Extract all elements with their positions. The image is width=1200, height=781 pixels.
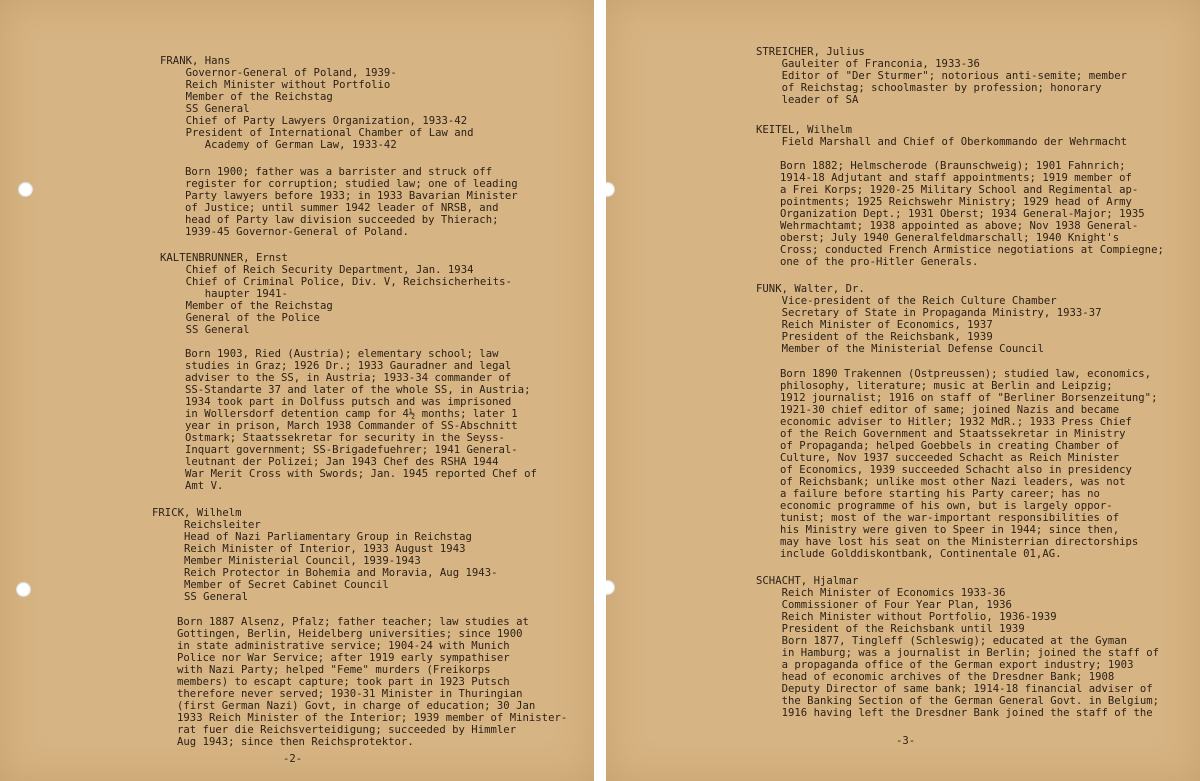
text-line: of Reichstag; schoolmaster by profession; honorary (756, 82, 1102, 94)
text-line: 1933 Reich Minister of the Interior; 1939 member of Minister- (177, 712, 568, 724)
punch-hole (606, 580, 615, 595)
text-line: STREICHER, Julius (756, 46, 865, 58)
text-line: 1912 journalist; 1916 on staff of "Berliner Borsenzeitung"; (780, 392, 1158, 404)
text-line: with Nazi Party; helped "Feme" murders (Freikorps (177, 664, 491, 676)
text-line: Cross; conducted French Armistice negotiations at Compiegne; (780, 244, 1164, 256)
text-line: General of the Police (160, 312, 320, 324)
right-page (606, 0, 1200, 781)
text-line: Chief of Party Lawyers Organization, 1933-42 (160, 115, 468, 127)
text-line: FRANK, Hans (160, 55, 231, 67)
text-line: his Ministry were given to Speer in 1944; since then, (780, 524, 1120, 536)
text-line: a Frei Korps; 1920-25 Military School and Regimental ap- (780, 184, 1139, 196)
text-line: Commissioner of Four Year Plan, 1936 (756, 599, 1012, 611)
text-line: Organization Dept.; 1931 Oberst; 1934 General-Major; 1935 (780, 208, 1145, 220)
text-line: studies in Graz; 1926 Dr.; 1933 Gauradner and legal (185, 360, 512, 372)
text-line: in Wollersdorf detention camp for 4½ months; later 1 (185, 408, 518, 420)
text-line: KEITEL, Wilhelm (756, 124, 852, 136)
text-line: haupter 1941- (160, 288, 288, 300)
text-line: Born 1877, Tingleff (Schleswig); educated at the Gyman (756, 635, 1128, 647)
text-line: tunist; most of the war-important responsibilities of (780, 512, 1120, 524)
page-number: -2- (283, 753, 303, 765)
text-line: Chief of Criminal Police, Div. V, Reichsicherheits- (160, 276, 512, 288)
text-line: Born 1903, Ried (Austria); elementary school; law (185, 348, 499, 360)
text-line: Head of Nazi Parliamentary Group in Reichstag (152, 531, 472, 543)
text-line: of Propaganda; helped Goebbels in creating Chamber of (780, 440, 1120, 452)
text-line: economic adviser to Hitler; 1932 MdR.; 1933 Press Chief (780, 416, 1132, 428)
text-line: economic programme of his own, but is largely oppor- (780, 500, 1113, 512)
text-line: Police nor War Service; after 1919 early sympathiser (177, 652, 510, 664)
text-line: 1916 having left the Dresdner Bank joined the staff of the (756, 707, 1153, 719)
text-line: Born 1890 Trakennen (Ostpreussen); studied law, economics, (780, 368, 1152, 380)
text-line: Gottingen, Berlin, Heidelberg universities; since 1900 (177, 628, 523, 640)
text-line: head of economic archives of the Dresdner Bank; 1908 (756, 671, 1115, 683)
text-line: President of International Chamber of Law and (160, 127, 474, 139)
text-line: (first German Nazi) Govt, in charge of education; 30 Jan (177, 700, 536, 712)
text-line: include Golddiskontbank, Continentale 01,AG. (780, 548, 1062, 560)
text-line: Born 1887 Alsenz, Pfalz; father teacher; law studies at (177, 616, 529, 628)
text-line: 1914-18 Adjutant and staff appointments; 1919 member of (780, 172, 1132, 184)
text-line: Member Ministerial Council, 1939-1943 (152, 555, 421, 567)
text-line: KALTENBRUNNER, Ernst (160, 252, 288, 264)
text-line: Member of the Reichstag (160, 91, 333, 103)
text-line: in Hamburg; was a journalist in Berlin; joined the staff of (756, 647, 1160, 659)
text-line: Reichsleiter (152, 519, 261, 531)
text-line: therefore never served; 1930-31 Minister in Thuringian (177, 688, 523, 700)
text-line: philosophy, literature; music at Berlin and Leipzig; (780, 380, 1113, 392)
text-line: Inquart government; SS-Brigadefuehrer; 1941 General- (185, 444, 518, 456)
text-line: Reich Minister of Economics 1933-36 (756, 587, 1006, 599)
text-line: of Reichsbank; unlike most other Nazi leaders, was not (780, 476, 1126, 488)
text-line: SS General (152, 591, 248, 603)
text-line: in state administrative service; 1904-24 with Munich (177, 640, 510, 652)
text-line: Reich Minister without Portfolio, 1936-1939 (756, 611, 1057, 623)
text-line: the Banking Section of the German General Govt. in Belgium; (756, 695, 1160, 707)
text-line: Chief of Reich Security Department, Jan. 1934 (160, 264, 474, 276)
text-line: a propaganda office of the German export industry; 1903 (756, 659, 1134, 671)
text-line: President of the Reichsbank until 1939 (756, 623, 1025, 635)
text-line: Academy of German Law, 1933-42 (160, 139, 397, 151)
text-line: 1921-30 chief editor of same; joined Nazis and became (780, 404, 1120, 416)
text-line: rat fuer die Reichsverteidigung; succeeded by Himmler (177, 724, 517, 736)
text-line: pointments; 1925 Reichswehr Ministry; 1929 head of Army (780, 196, 1132, 208)
text-line: Reich Protector in Bohemia and Moravia, Aug 1943- (152, 567, 498, 579)
text-line: Culture, Nov 1937 succeeded Schacht as Reich Minister (780, 452, 1120, 464)
page-number: -3- (896, 735, 916, 747)
text-line: register for corruption; studied law; one of leading (185, 178, 518, 190)
text-line: Field Marshall and Chief of Oberkommando der Wehrmacht (756, 136, 1128, 148)
text-line: year in prison, March 1938 Commander of SS-Abschnitt (185, 420, 518, 432)
text-line: Gauleiter of Franconia, 1933-36 (756, 58, 980, 70)
text-line: SS General (160, 103, 250, 115)
text-line: War Merit Cross with Swords; Jan. 1945 reported Chef of (185, 468, 537, 480)
text-line: a failure before starting his Party career; has no (780, 488, 1100, 500)
text-line: oberst; July 1940 Generalfeldmarschall; 1940 Knight's (780, 232, 1120, 244)
text-line: Governor-General of Poland, 1939- (160, 67, 397, 79)
text-line: SCHACHT, Hjalmar (756, 575, 859, 587)
text-line: Reich Minister of Interior, 1933 August 1943 (152, 543, 466, 555)
text-line: Vice-president of the Reich Culture Chamber (756, 295, 1057, 307)
punch-hole (606, 182, 615, 197)
text-line: leader of SA (756, 94, 859, 106)
text-line: 1939-45 Governor-General of Poland. (185, 226, 409, 238)
text-line: Aug 1943; since then Reichsprotektor. (177, 736, 414, 748)
text-line: FUNK, Walter, Dr. (756, 283, 865, 295)
text-line: Reich Minister of Economics, 1937 (756, 319, 993, 331)
text-line: of Economics, 1939 succeeded Schacht also in presidency (780, 464, 1132, 476)
text-line: Secretary of State in Propaganda Ministry, 1933-37 (756, 307, 1102, 319)
text-line: Born 1882; Helmscherode (Braunschweig); 1901 Fahnrich; (780, 160, 1126, 172)
text-line: leutnant der Polizei; Jan 1943 Chef des RSHA 1944 (185, 456, 499, 468)
text-line: head of Party law division succeeded by Thierach; (185, 214, 499, 226)
text-line: Party lawyers before 1933; in 1933 Bavarian Minister (185, 190, 518, 202)
text-line: of the Reich Government and Staatssekretar in Ministry (780, 428, 1126, 440)
left-page (0, 0, 594, 781)
text-line: SS General (160, 324, 250, 336)
punch-hole (16, 582, 31, 597)
text-line: Member of the Reichstag (160, 300, 333, 312)
text-line: SS-Standarte 37 and later of the whole SS, in Austria; (185, 384, 531, 396)
text-line: President of the Reichsbank, 1939 (756, 331, 993, 343)
text-line: Member of Secret Cabinet Council (152, 579, 389, 591)
text-line: Ostmark; Staatssekretar for security in the Seyss- (185, 432, 505, 444)
text-line: Editor of "Der Sturmer"; notorious anti-semite; member (756, 70, 1128, 82)
punch-hole (18, 182, 33, 197)
text-line: Wehrmachtamt; 1938 appointed as above; Nov 1938 General- (780, 220, 1139, 232)
text-line: Amt V. (185, 480, 224, 492)
text-line: Deputy Director of same bank; 1914-18 financial adviser of (756, 683, 1153, 695)
text-line: FRICK, Wilhelm (152, 507, 242, 519)
text-line: Member of the Ministerial Defense Council (756, 343, 1044, 355)
text-line: Reich Minister without Portfolio (160, 79, 391, 91)
text-line: one of the pro-Hitler Generals. (780, 256, 979, 268)
text-line: 1934 took part in Dolfuss putsch and was imprisoned (185, 396, 512, 408)
text-line: of Justice; until summer 1942 leader of NRSB, and (185, 202, 499, 214)
text-line: Born 1900; father was a barrister and struck off (185, 166, 493, 178)
text-line: adviser to the SS, in Austria; 1933-34 commander of (185, 372, 512, 384)
text-line: members) to escapt capture; took part in 1923 Putsch (177, 676, 510, 688)
text-line: may have lost his seat on the Ministerrian directorships (780, 536, 1139, 548)
